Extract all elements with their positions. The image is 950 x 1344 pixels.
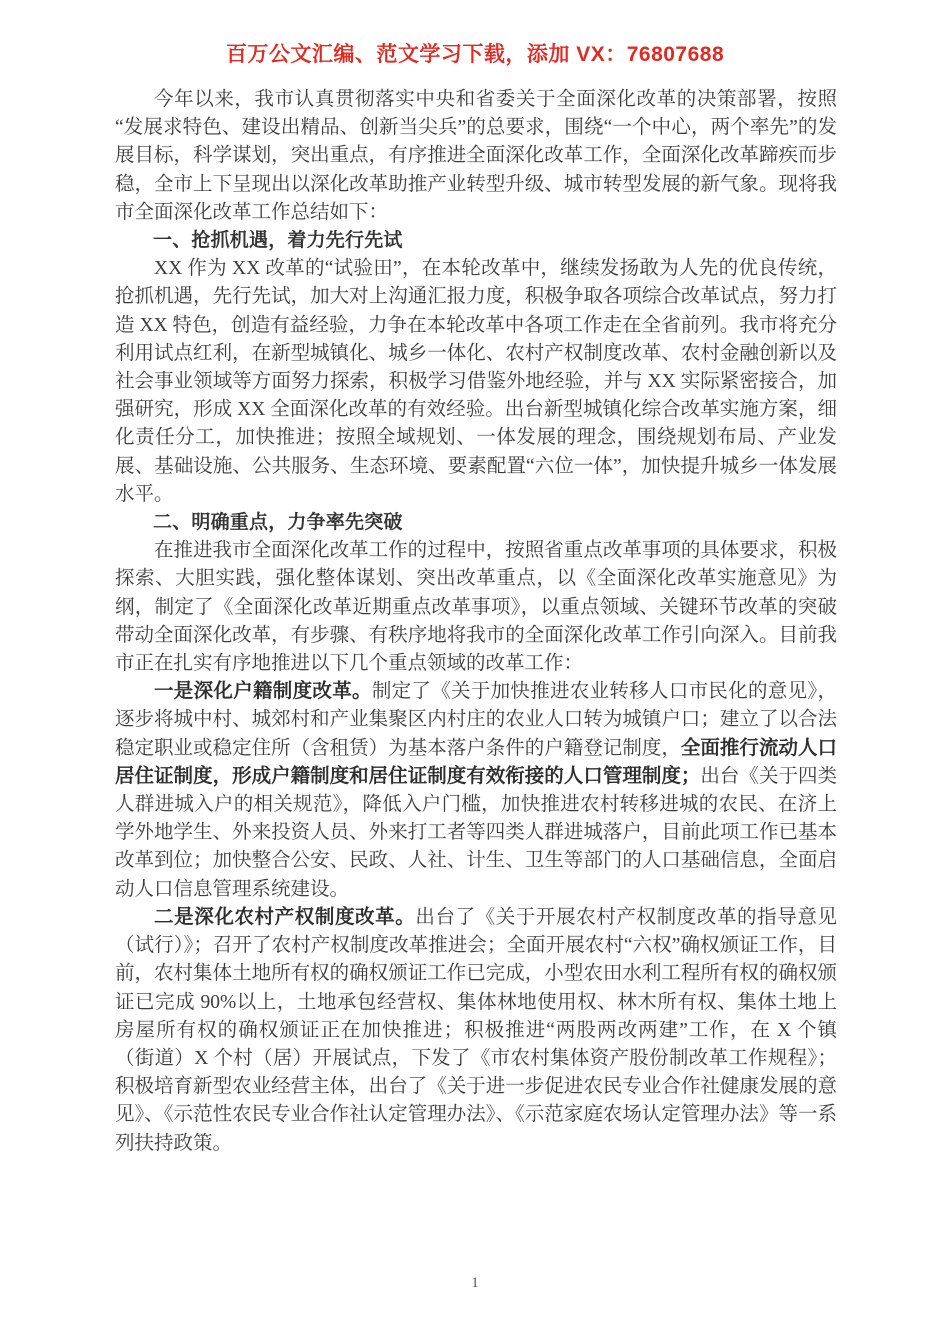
item-two-lead-label: 二是深化农村产权制度改革。 — [154, 906, 416, 928]
item-one-lead-label: 一是深化户籍制度改革。 — [154, 681, 372, 703]
item-one-paragraph — [115, 678, 837, 904]
promo-watermark-header: 百万公文汇编、范文学习下载，添加 VX：76807688 — [225, 43, 725, 66]
item-two-paragraph — [115, 904, 837, 1158]
document-body — [115, 86, 837, 1158]
section-one-paragraph: XX 作为 XX 改革的“试验田”，在本轮改革中，继续发扬敢为人先的优良传统，抢抓机遇，先行先试，加大对上沟通汇报力度，积极争取各项综合改革试点，努力打造 XX 特色，创造有益经验，力争在本轮改革中各项工作走在全省前列。我市将充分利用试点红利，在新型城镇化、城乡一体化、农村产权制度改革、农村金融创新以及社会事业领域等方面努力探索，积极学习借鉴外地经验，并与 XX 实际紧密接合，加强研究，形成 XX 全面深化改革的有效经验。出台新型城镇化综合改革实施方案，细化责任分工，加快推进；按照全域规划、一体发展的理念，围绕规划布局、产业发展、基础设施、公共服务、生态环境、要素配置“六位一体”，加快提升城乡一体发展水平。 — [115, 258, 837, 505]
section-heading-two: 二、明确重点，力争率先突破 — [153, 512, 403, 534]
page-number-footer: 1 — [471, 1275, 479, 1291]
item-one-emphasis-text: 全面推行流动人口居住证制度，形成户籍制度和居住证制度有效衔接的人口管理制度； — [115, 737, 837, 787]
intro-paragraph: 今年以来，我市认真贯彻落实中央和省委关于全面深化改革的决策部署，按照“发展求特色、建设出精品、创新当尖兵”的总要求，围绕“一个中心，两个率先”的发展目标，科学谋划，突出重点，有序推进全面深化改革工作，全面深化改革蹄疾而步稳，全市上下呈现出以深化改革助推产业转型升级、城市转型发展的新气象。现将我市全面深化改革工作总结如下： — [115, 89, 837, 223]
item-one-text-part-1: 制定了《关于加快推进农业转移人口市民化的意见》，逐步将城中村、城郊村和产业集聚区内村庄的农业人口转为城镇户口；建立了以合法稳定职业或稳定住所（含租赁）为基本落户条件的户籍登记制度， — [115, 681, 837, 759]
item-one-text-part-2: 出台《关于四类人群进城入户的相关规范》，降低入户门槛，加快推进农村转移进城的农民、在济上学外地学生、外来投资人员、外来打工者等四类人群进城落户，目前此项工作已基本改革到位；加快整合公安、民政、人社、计生、卫生等部门的人口基础信息，全面启动人口信息管理系统建设。 — [115, 765, 837, 900]
section-two-paragraph: 在推进我市全面深化改革工作的过程中，按照省重点改革事项的具体要求，积极探索、大胆实践，强化整体谋划、突出改革重点，以《全面深化改革实施意见》为纲，制定了《全面深化改革近期重点改革事项》，以重点领域、关键环节改革的突破带动全面深化改革，有步骤、有秩序地将我市的全面深化改革工作引向深入。目前我市正在扎实有序地推进以下几个重点领域的改革工作： — [115, 540, 837, 675]
section-heading-one: 一、抢抓机遇，着力先行先试 — [153, 230, 403, 252]
item-two-text: 出台了《关于开展农村产权制度改革的指导意见（试行）》；召开了农村产权制度改革推进会；全面开展农村“六权”确权颁证工作，目前，农村集体土地所有权的确权颁证工作已完成，小型农田水利工程所有权的确权颁证已完成 90%以上，土地承包经营权、集体林地使用权、林木所有权、集体土地上房屋所有权的确权颁证正在加快推进；积极推进“两股两改两建”工作，在 X 个镇（街道）X 个村（居）开展试点，下发了《市农村集体资产股份制改革工作规程》；积极培育新型农业经营主体，出台了《关于进一步促进农民专业合作社健康发展的意见》、《示范性农民专业合作社认定管理办法》、《示范家庭农场认定管理办法》等一系列扶持政策。 — [115, 906, 837, 1154]
